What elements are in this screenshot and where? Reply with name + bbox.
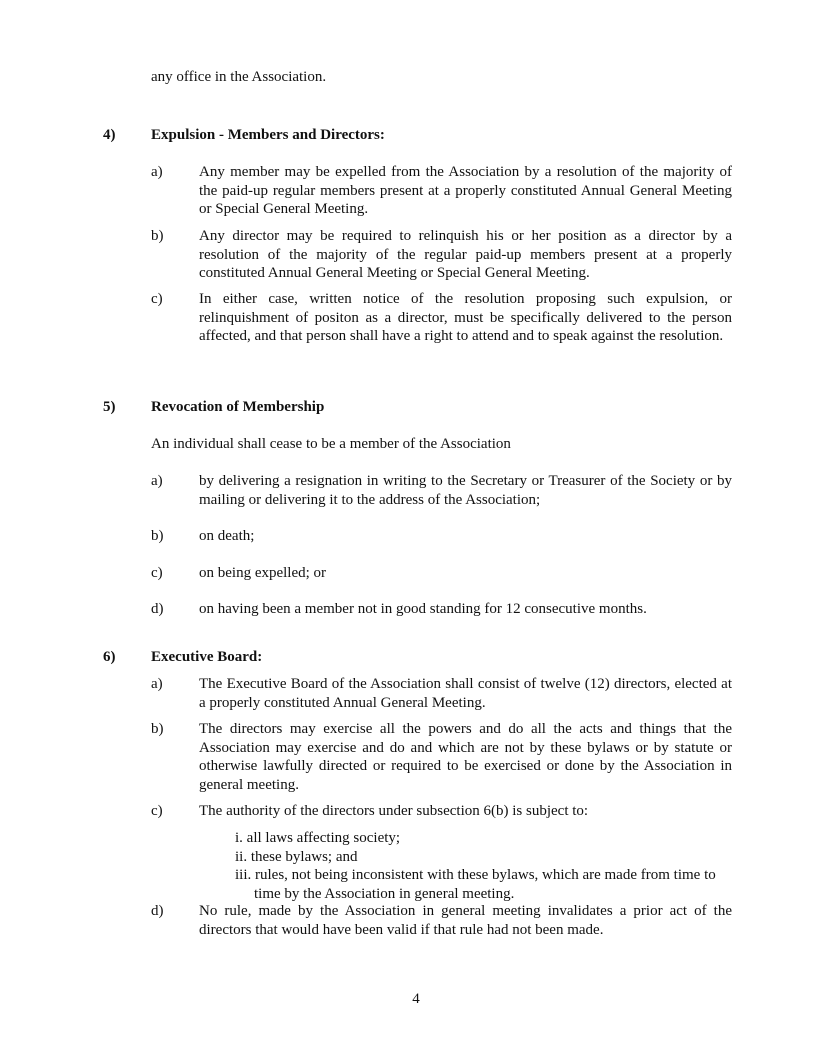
s6-item-a-label: a) [151,676,163,692]
s4-item-c-text: In either case, written notice of the resolution proposing such expulsion, or relinquishment of positon as a director, must be specifically delivered to the person affected, and that person shall have a right to attend and to speak against the resolution. [199,291,732,344]
section-5-title: Revocation of Membership [151,399,325,415]
s4-item-a-text: Any member may be expelled from the Association by a resolution of the majority of the paid-up regular members present at a properly constituted Annual General Meeting or Special General Meeting. [199,164,732,217]
s6-item-d-label: d) [151,903,164,919]
s4-item-c-label: c) [151,291,163,307]
s5-intro: An individual shall cease to be a member of the Association [151,436,511,452]
s6-c-sublist [235,829,733,903]
section-5-number: 5) [103,399,116,415]
s5-item-b-label: b) [151,528,164,544]
s4-item-b-text: Any director may be required to relinquish his or her position as a director by a resolution of the majority of the regular paid-up members present at a properly constituted Annual General Meeting or Special General Meeting. [199,228,732,281]
s6-item-d-text: No rule, made by the Association in general meeting invalidates a prior act of the directors that would have been valid if that rule had not been made. [199,903,732,938]
section-4-title: Expulsion - Members and Directors: [151,127,385,143]
section-6-title: Executive Board: [151,649,263,665]
s6-item-b-label: b) [151,721,164,737]
s4-item-a-label: a) [151,164,163,180]
s5-item-a-label: a) [151,473,163,489]
s6-item-c-text: The authority of the directors under subsection 6(b) is subject to: [199,803,589,819]
s4-item-b-label: b) [151,228,164,244]
section-4-number: 4) [103,127,116,143]
s5-item-a-text: by delivering a resignation in writing to the Secretary or Treasurer of the Society or by mailing or delivering it to the address of the Association; [199,473,732,508]
s6-item-c-label: c) [151,803,163,819]
s6-c-subitem-ii: ii. these bylaws; and [235,848,358,865]
s6-item-b-text: The directors may exercise all the powers and do all the acts and things that the Association may exercise and do and which are not by these bylaws or by statute or otherwise lawfully directed or required to be exercised or done by the Association in general meeting. [199,721,732,793]
s6-c-subitem-i: i. all laws affecting society; [235,830,401,846]
s6-item-a-text: The Executive Board of the Association shall consist of twelve (12) directors, elected at a properly constituted Annual General Meeting. [199,676,732,711]
section-6-number: 6) [103,649,116,665]
continuation-line: any office in the Association. [151,69,327,85]
s5-item-d-label: d) [151,601,164,617]
s6-c-subitem-iii: iii. rules, not being inconsistent with these bylaws, which are made from time to time by the Association in general meeting. [235,867,716,902]
page-number: 4 [412,991,420,1007]
s5-item-b-text: on death; [199,528,255,544]
s5-item-c-label: c) [151,565,163,581]
s5-item-d-text: on having been a member not in good standing for 12 consecutive months. [199,601,647,617]
s5-item-c-text: on being expelled; or [199,565,327,581]
